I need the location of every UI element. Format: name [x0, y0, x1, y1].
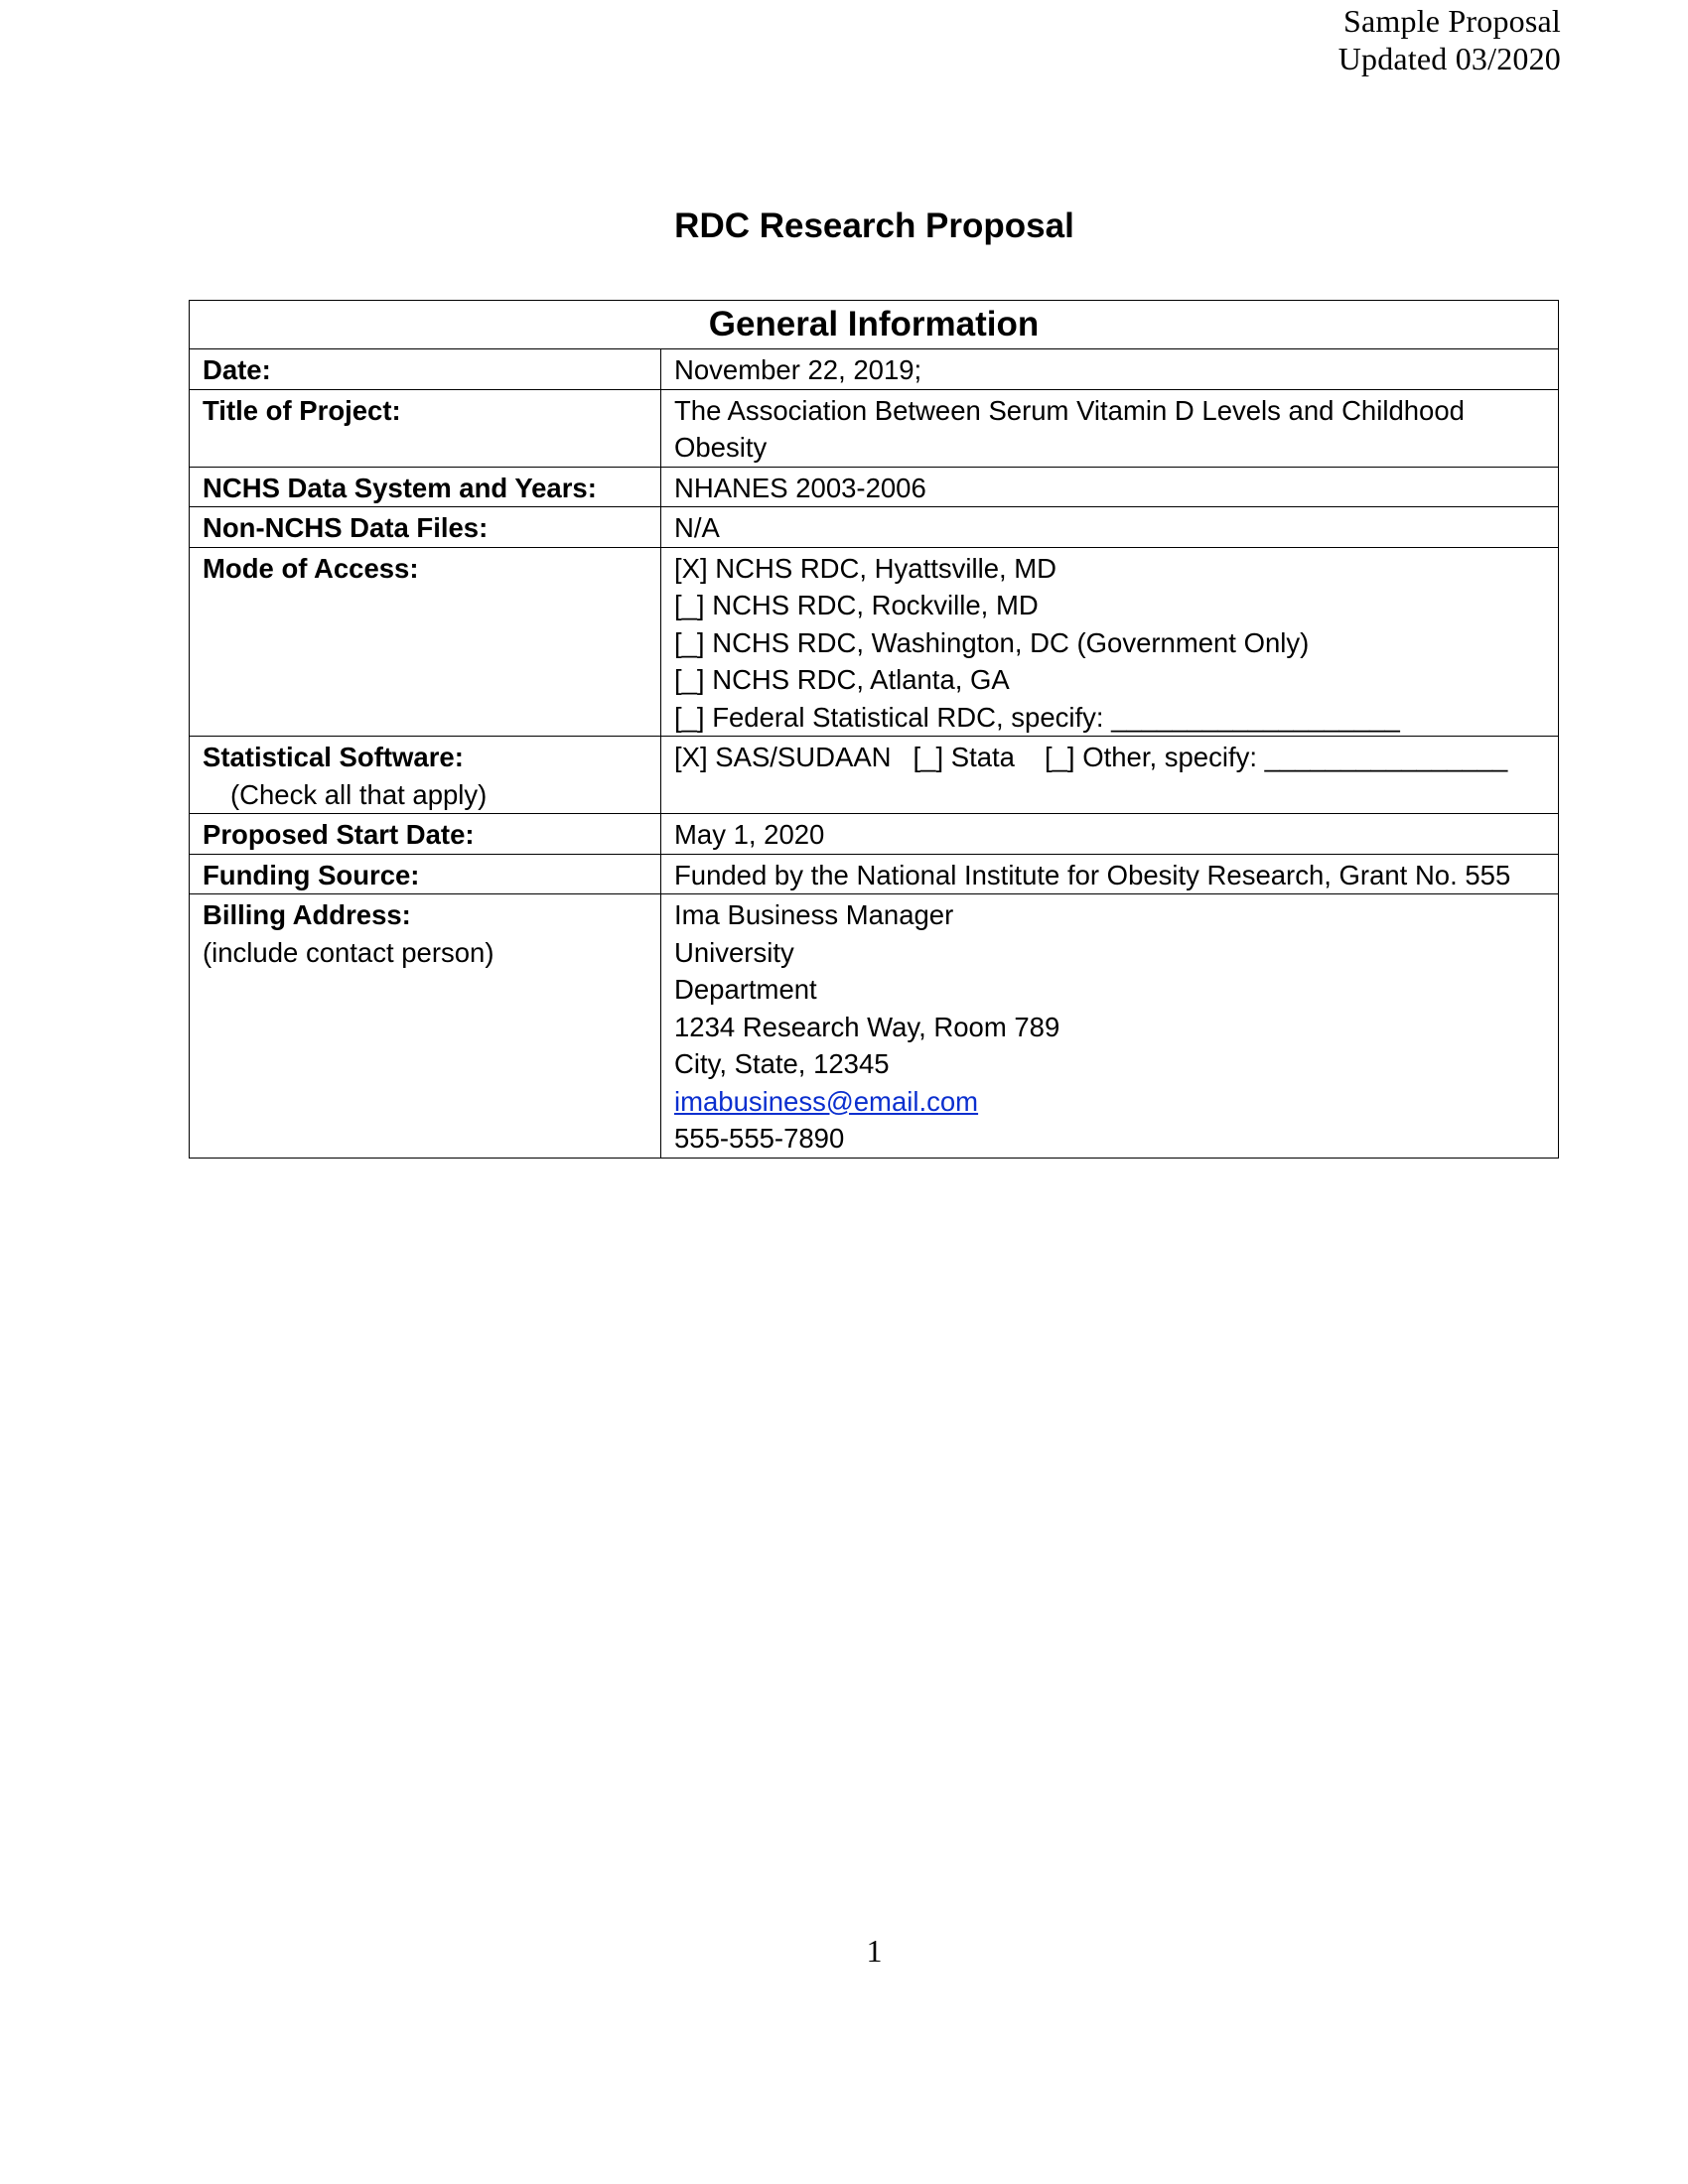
access-option-federal: [_] Federal Statistical RDC, specify: ___________________ — [674, 701, 1400, 733]
access-option-rockville: [_] NCHS RDC, Rockville, MD — [674, 590, 1039, 620]
billing-email-link[interactable]: imabusiness@email.com — [674, 1085, 979, 1117]
billing-department: Department — [674, 974, 817, 1005]
section-title: General Information — [190, 301, 1559, 349]
table-row-project-title — [190, 389, 1559, 467]
software-label: Statistical Software: — [203, 742, 464, 772]
header-note-line1: Sample Proposal — [1343, 3, 1561, 39]
start-date-value: May 1, 2020 — [661, 814, 1559, 855]
table-row-funding — [190, 854, 1559, 894]
project-title-label: Title of Project: — [190, 389, 661, 467]
software-value — [661, 737, 1559, 814]
access-option-atlanta: [_] NCHS RDC, Atlanta, GA — [674, 664, 1010, 695]
page-number: 1 — [866, 1933, 883, 1969]
software-option-stata: [_] Stata — [913, 742, 1015, 772]
funding-value: Funded by the National Institute for Obesity Research, Grant No. 555 — [661, 854, 1559, 894]
billing-value — [661, 894, 1559, 1159]
billing-university: University — [674, 936, 794, 968]
mode-of-access-value — [661, 547, 1559, 737]
data-system-value: NHANES 2003-2006 — [661, 467, 1559, 507]
data-system-label: NCHS Data System and Years: — [190, 467, 661, 507]
header-note-line2: Updated 03/2020 — [1337, 41, 1561, 76]
header-note — [1338, 2, 1561, 77]
table-row-non-nchs — [190, 507, 1559, 548]
access-option-washington: [_] NCHS RDC, Washington, DC (Government Only) — [674, 626, 1310, 658]
table-row-software — [190, 737, 1559, 814]
table-row-start-date — [190, 814, 1559, 855]
billing-label: Billing Address: — [203, 899, 411, 930]
software-option-other: [_] Other, specify: ________________ — [1044, 742, 1508, 772]
start-date-label: Proposed Start Date: — [190, 814, 661, 855]
software-label-cell — [190, 737, 661, 814]
software-option-sas: [X] SAS/SUDAAN — [674, 742, 892, 772]
non-nchs-value: N/A — [661, 507, 1559, 548]
billing-contact: Ima Business Manager — [674, 899, 954, 930]
document-title: RDC Research Proposal — [674, 206, 1074, 245]
access-option-hyattsville: [X] NCHS RDC, Hyattsville, MD — [674, 552, 1057, 584]
general-information-table — [189, 300, 1559, 1159]
table-row-date — [190, 349, 1559, 390]
date-value: November 22, 2019; — [661, 349, 1559, 390]
project-title-line2: Obesity — [674, 432, 768, 463]
table-row-mode-of-access — [190, 547, 1559, 737]
table-row-billing — [190, 894, 1559, 1159]
date-label: Date: — [190, 349, 661, 390]
mode-of-access-label: Mode of Access: — [190, 547, 661, 737]
funding-label: Funding Source: — [190, 854, 661, 894]
billing-phone: 555-555-7890 — [674, 1123, 845, 1154]
billing-sublabel: (include contact person) — [203, 936, 494, 968]
billing-street: 1234 Research Way, Room 789 — [674, 1011, 1060, 1042]
non-nchs-label: Non-NCHS Data Files: — [190, 507, 661, 548]
billing-city-state: City, State, 12345 — [674, 1048, 890, 1079]
table-row-data-system — [190, 467, 1559, 507]
project-title-value — [661, 389, 1559, 467]
section-header-row — [190, 301, 1559, 349]
project-title-line1: The Association Between Serum Vitamin D Levels and Childhood — [674, 394, 1465, 426]
billing-label-cell — [190, 894, 661, 1159]
software-sublabel: (Check all that apply) — [230, 778, 488, 810]
